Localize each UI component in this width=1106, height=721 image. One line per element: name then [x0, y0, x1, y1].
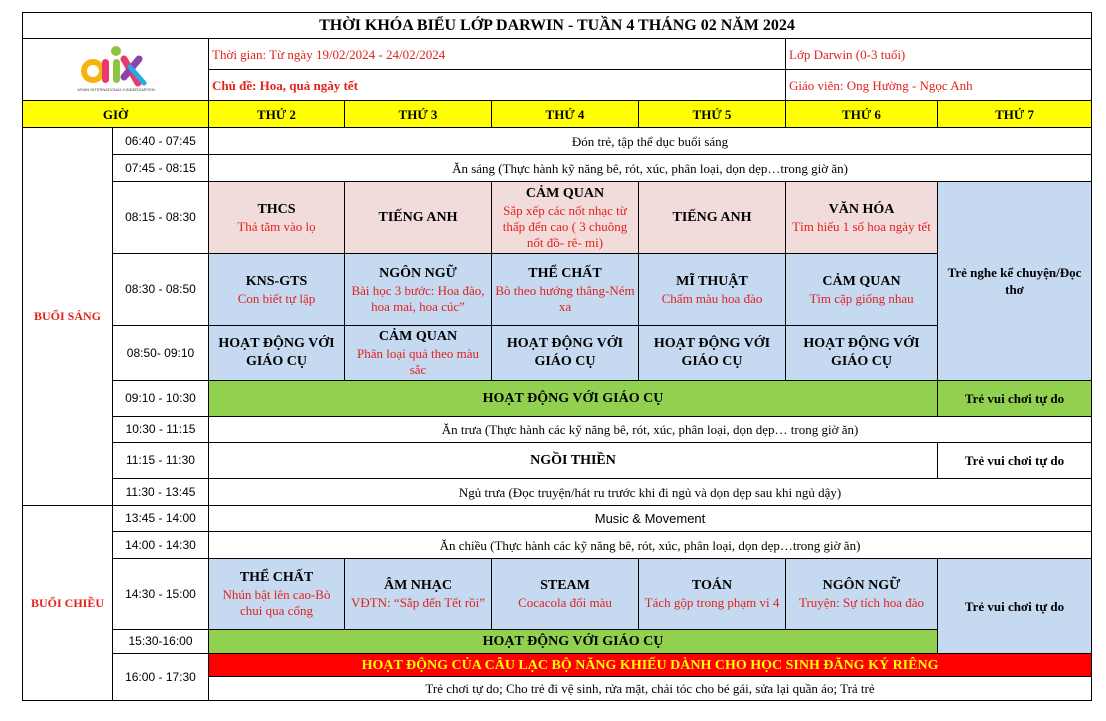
row-welcome: Đón trẻ, tập thể dục buổi sáng [209, 128, 1092, 155]
time-slot: 09:10 - 10:30 [113, 381, 209, 417]
lesson-subject: THCS [257, 201, 296, 217]
lesson-desc: Sắp xếp các nốt nhạc từ thấp đến cao ( 3 chuông nốt đồ- rê- mi) [502, 202, 628, 250]
info-teachers: Giáo viên: Ong Hường - Ngọc Anh [786, 70, 1092, 101]
row-breakfast: Ăn sáng (Thực hành kỹ năng bê, rót, xúc, phân loại, dọn dẹp…trong giờ ăn) [209, 155, 1092, 182]
lesson-cell [786, 254, 938, 326]
lesson-subject: THỂ CHẤT [239, 570, 314, 585]
session-afternoon: BUỔI CHIỀU [23, 506, 113, 701]
lesson-desc: Cocacola đổi màu [518, 595, 612, 610]
lesson-desc: Tìm hiểu 1 số hoa ngày tết [792, 218, 931, 234]
lesson-desc: Phân loại quả theo màu sắc [356, 346, 480, 377]
lesson-cell [492, 182, 639, 254]
time-slot: 16:00 - 17:30 [113, 654, 209, 701]
session-morning: BUỔI SÁNG [23, 128, 113, 506]
saturday-story: Trẻ nghe kể chuyện/Đọc thơ [938, 182, 1092, 381]
lesson-cell [786, 182, 938, 254]
school-logo [68, 41, 164, 95]
lesson-subject: CẢM QUAN [822, 273, 901, 289]
time-slot: 13:45 - 14:00 [113, 506, 209, 532]
lesson-desc: Truyện: Sự tích hoa đào [798, 595, 924, 610]
lesson-cell [492, 254, 639, 326]
info-time: Thời gian: Từ ngày 19/02/2024 - 24/02/2024 [209, 39, 786, 70]
time-slot: 08:50- 09:10 [113, 326, 209, 381]
lesson-subject: VĂN HÓA [828, 201, 895, 217]
lesson-desc: VĐTN: “Sắp đến Tết rồi” [350, 595, 486, 610]
lesson-subject: KNS-GTS [245, 273, 308, 289]
time-slot: 07:45 - 08:15 [113, 155, 209, 182]
time-slot: 08:15 - 08:30 [113, 182, 209, 254]
row-nap: Ngủ trưa (Đọc truyện/hát ru trước khi đi ngủ và dọn dẹp sau khi ngủ dậy) [209, 479, 1092, 506]
lesson-subject: TIẾNG ANH [672, 209, 752, 225]
lesson-subject: HOẠT ĐỘNG VỚI GIÁO CỤ [803, 336, 920, 369]
lesson-cell [639, 559, 786, 630]
lesson-subject: HOẠT ĐỘNG VỚI GIÁO CỤ [506, 336, 624, 369]
info-theme: Chủ đề: Hoa, quả ngày tết [209, 70, 786, 101]
row-lunch: Ăn trưa (Thực hành các kỹ năng bê, rót, xúc, phân loại, dọn dẹp… trong giờ ăn) [209, 417, 1092, 443]
lesson-subject: HOẠT ĐỘNG VỚI GIÁO CỤ [218, 336, 335, 369]
lesson-subject: THỂ CHẤT [528, 265, 602, 281]
saturday-play: Trẻ vui chơi tự do [938, 559, 1092, 654]
row-free-play: Trẻ chơi tự do; Cho trẻ đi vệ sinh, rửa mặt, chải tóc cho bé gái, sửa lại quần áo; Trả trẻ [209, 677, 1092, 701]
lesson-desc: Chấm màu hoa đào [661, 290, 763, 306]
row-snack: Ăn chiều (Thực hành các kỹ năng bê, rót, xúc, phân loại, dọn dẹp…trong giờ ăn) [209, 532, 1092, 559]
lesson-cell [492, 559, 639, 630]
time-slot: 06:40 - 07:45 [113, 128, 209, 155]
lesson-subject: CẢM QUAN [378, 329, 458, 344]
lesson-cell [639, 182, 786, 254]
lesson-subject: MĨ THUẬT [676, 273, 748, 289]
lesson-cell [345, 182, 492, 254]
info-class: Lớp Darwin (0-3 tuổi) [786, 39, 1092, 70]
lesson-desc: Thả tăm vào lọ [237, 218, 316, 234]
time-slot: 15:30-16:00 [113, 630, 209, 654]
time-slot: 14:30 - 15:00 [113, 559, 209, 630]
time-slot: 08:30 - 08:50 [113, 254, 209, 326]
lesson-desc: Tách gộp trong phạm vi 4 [644, 595, 780, 610]
lesson-subject: TIẾNG ANH [378, 209, 458, 225]
time-slot: 11:30 - 13:45 [113, 479, 209, 506]
lesson-desc: Con biết tự lập [237, 290, 316, 306]
lesson-subject: NGÔN NGỮ [822, 578, 901, 593]
header-day: THỨ 4 [492, 101, 639, 128]
timetable-sheet [22, 12, 1091, 701]
time-slot: 11:15 - 11:30 [113, 443, 209, 479]
lesson-desc: Tìm cặp giống nhau [809, 290, 914, 306]
lesson-cell [209, 182, 345, 254]
lesson-cell [345, 559, 492, 630]
logo-cell [23, 39, 209, 101]
row-tools: HOẠT ĐỘNG VỚI GIÁO CỤ [209, 381, 938, 417]
lesson-cell [639, 326, 786, 381]
lesson-cell [209, 559, 345, 630]
row-meditation: NGỒI THIỀN [209, 443, 938, 479]
row-club: HOẠT ĐỘNG CỦA CÂU LẠC BỘ NĂNG KHIẾU DÀNH CHO HỌC SINH ĐĂNG KÝ RIÊNG [209, 654, 1092, 677]
lesson-desc: Bài học 3 bước: Hoa đào, hoa mai, hoa cúc” [351, 282, 485, 314]
time-slot: 10:30 - 11:15 [113, 417, 209, 443]
timetable [22, 12, 1092, 701]
page-title: THỜI KHÓA BIỂU LỚP DARWIN - TUẦN 4 THÁNG 02 NĂM 2024 [23, 13, 1092, 39]
lesson-cell [209, 326, 345, 381]
header-day: THỨ 2 [209, 101, 345, 128]
lesson-subject: STEAM [540, 578, 590, 593]
lesson-subject: NGÔN NGỮ [379, 265, 457, 281]
header-time: GIỜ [23, 101, 209, 128]
lesson-cell [786, 559, 938, 630]
lesson-subject: TOÁN [691, 578, 733, 593]
row-tools-afternoon: HOẠT ĐỘNG VỚI GIÁO CỤ [209, 630, 938, 654]
time-slot: 14:00 - 14:30 [113, 532, 209, 559]
lesson-subject: CẢM QUAN [525, 185, 605, 201]
logo-caption: ASIAN INTERNATIONAL KINDERGARTEN [76, 86, 155, 92]
lesson-cell [639, 254, 786, 326]
saturday-play: Trẻ vui chơi tự do [938, 443, 1092, 479]
lesson-cell [786, 326, 938, 381]
lesson-desc: Bò theo hướng thẳng-Ném xa [495, 282, 635, 314]
lesson-cell [345, 326, 492, 381]
lesson-desc: Nhún bật lên cao-Bò chui qua cổng [222, 587, 331, 618]
lesson-subject: ÂM NHẠC [383, 578, 453, 593]
lesson-cell [492, 326, 639, 381]
saturday-play: Trẻ vui chơi tự do [938, 381, 1092, 417]
lesson-cell [209, 254, 345, 326]
lesson-cell [345, 254, 492, 326]
header-day: THỨ 7 [938, 101, 1092, 128]
row-music: Music & Movement [209, 506, 1092, 532]
lesson-subject: HOẠT ĐỘNG VỚI GIÁO CỤ [653, 336, 771, 369]
header-day: THỨ 6 [786, 101, 938, 128]
header-day: THỨ 5 [639, 101, 786, 128]
header-day: THỨ 3 [345, 101, 492, 128]
